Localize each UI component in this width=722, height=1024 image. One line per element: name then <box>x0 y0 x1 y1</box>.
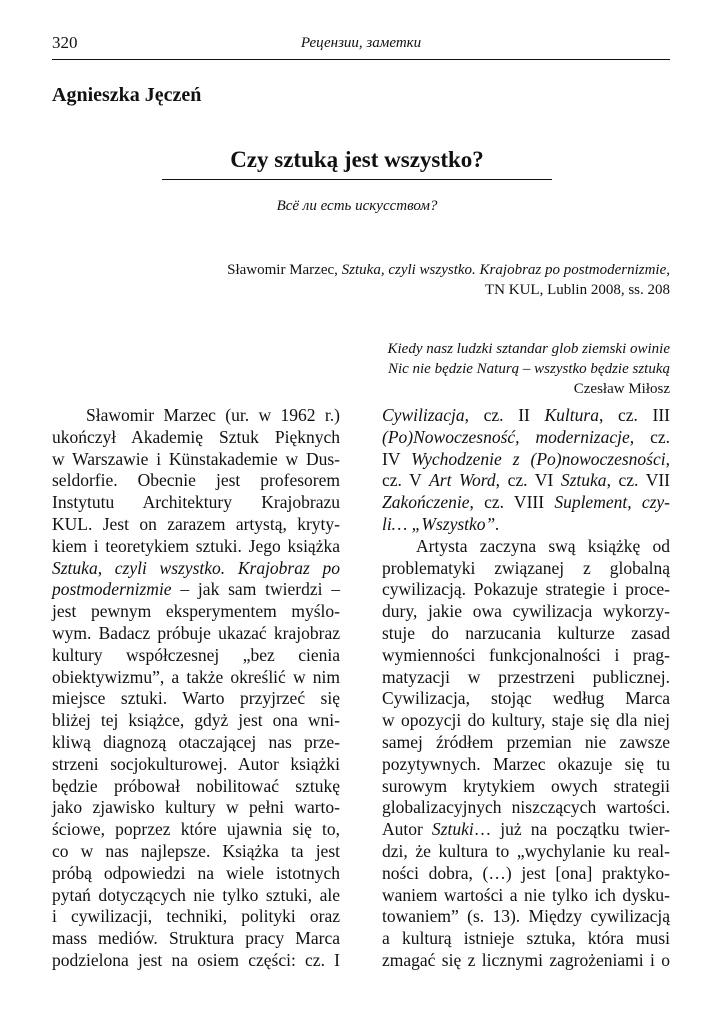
text-line: próbą odpowiedzi na wiele istotnych <box>52 862 340 883</box>
review-subtitle: Всё ли есть искусством? <box>276 198 438 214</box>
text-line: pozytywnych. Marzec okazuje się tu <box>382 753 670 774</box>
text-line <box>382 819 670 841</box>
chapter-title: (Po)Nowoczesność, modernizacje <box>382 426 630 447</box>
text-line: Instytutu Architektury Krajobrazu <box>52 492 340 513</box>
text-line <box>382 449 670 471</box>
text-line: matyzacji w przestrzeni publicznej. <box>382 666 670 687</box>
text-fragment: , cz. <box>629 426 670 447</box>
running-title: Рецензии, заметки <box>300 35 422 51</box>
text-line: kiem i teoretykiem sztuki. Jego książka <box>52 535 340 556</box>
text-fragment: , cz. VII <box>606 470 670 491</box>
running-header <box>52 33 670 60</box>
book-author: Sławomir Marzec, <box>227 262 342 278</box>
text-fragment: , cz. II <box>464 405 545 425</box>
text-line <box>382 427 670 449</box>
text-line: surowym krytykiem owych strategii <box>382 775 670 796</box>
text-line: wymienności funkcjonalności i prag- <box>382 644 670 665</box>
chapter-title: Sztuka <box>560 470 607 491</box>
text-fragment: Autor <box>382 819 432 840</box>
text-fragment: , cz. III <box>598 405 670 425</box>
book-title-inline: postmodernizmie <box>52 579 172 600</box>
epigraph-verse-2: Nic nie będzie Naturą – wszystko będzie sztuką <box>387 361 670 377</box>
text-fragment: , cz. VI <box>495 470 561 491</box>
review-title: Czy sztuką jest wszystko? <box>162 147 552 180</box>
text-fragment: , cz. VIII <box>469 492 555 513</box>
text-line: zmagać się z licznymi zagrożeniami i o <box>382 949 670 970</box>
book-title-inline: Sztuka, czyli wszystko. Krajobraz po <box>52 557 340 578</box>
epigraph-attribution: Czesław Miłosz <box>573 381 670 397</box>
text-line: waniem wartości a nie tylko ich dysku- <box>382 884 670 905</box>
text-line <box>382 492 670 514</box>
text-line: seldorfie. Obecnie jest profesorem <box>52 470 340 491</box>
book-reference <box>110 260 670 300</box>
text-line: w Warszawie i Künstakademie w Dus- <box>52 448 340 469</box>
text-line: Cywilizacja, stojąc według Marca <box>382 688 670 709</box>
text-line: stuje do narzucania kulturze zasad <box>382 622 670 643</box>
chapter-title: Wychodzenie z (Po)nowoczesności, <box>411 448 670 469</box>
text-line: kliwą diagnozą otaczającej nas prze- <box>52 731 340 752</box>
chapter-title: Art Word <box>429 470 496 491</box>
review-author: Agnieszka Jęczeń <box>52 84 202 106</box>
text-line <box>382 514 670 536</box>
text-line: ukończył Akademię Sztuk Pięknych <box>52 426 340 447</box>
text-line: globalizacyjnych niszczących wartości. <box>382 797 670 818</box>
page-number: 320 <box>52 33 78 52</box>
text-fragment: IV <box>382 448 412 469</box>
book-publisher: TN KUL, Lublin 2008, ss. 208 <box>485 282 670 298</box>
text-line: KUL. Jest on zarazem artystą, kryty- <box>52 513 340 534</box>
text-fragment: … już na początku twier- <box>473 819 671 840</box>
text-line: cywilizacją. Pokazuje strategie i proce- <box>382 579 670 600</box>
book-reference-comma: , <box>666 262 670 278</box>
text-line: w opozycji do kultury, staje się dla niej <box>382 710 670 731</box>
chapter-title: Cywilizacja <box>382 405 465 425</box>
chapter-title: Suplement, czy- <box>554 492 670 513</box>
epigraph <box>110 339 670 399</box>
text-line <box>52 579 340 601</box>
text-line: ściowe, poprzez które ujawnia się to, <box>52 819 340 840</box>
chapter-title: li… „Wszystko”. <box>382 513 500 534</box>
left-column <box>52 405 340 972</box>
text-line <box>382 470 670 492</box>
text-line: dzi, że kultura to „wychylanie ku real- <box>382 840 670 861</box>
text-line: bliżej tej książce, gdyż jest ona wni- <box>52 710 340 731</box>
book-title: Sztuka, czyli wszystko. Krajobraz po postmodernizmie <box>341 262 667 278</box>
text-line: strzeni socjokulturowej. Autor książki <box>52 753 340 774</box>
text-line: samej źródłem przemian nie zawsze <box>382 731 670 752</box>
chapter-title: Zakończenie <box>382 492 470 513</box>
text-line: dury, jakie owa cywilizacja wykorzy- <box>382 601 670 622</box>
epigraph-verse-1: Kiedy nasz ludzki sztandar glob ziemski owinie <box>387 341 670 357</box>
text-line: i cywilizacji, techniki, polityki oraz <box>52 906 340 927</box>
text-line: a kulturą istnieje sztuka, która musi <box>382 928 670 949</box>
text-line: wym. Badacz próbuje ukazać krajobraz <box>52 622 340 643</box>
text-line: Artysta zaczyna swą książkę od <box>416 535 670 556</box>
right-column <box>382 405 670 972</box>
text-line: towaniem” (s. 13). Między cywilizacją <box>382 906 670 927</box>
text-line: co w nas najlepsze. Książka ta jest <box>52 840 340 861</box>
text-line: Sławomir Marzec (ur. w 1962 r.) <box>86 405 340 425</box>
book-reference-line-1 <box>110 260 670 280</box>
text-line: kultury współczesnej „bez cienia <box>52 644 340 665</box>
book-title-inline: Sztuki <box>431 819 474 840</box>
text-line: mass mediów. Struktura pracy Marca <box>52 928 340 949</box>
text-line: podzielona jest na osiem części: cz. I <box>52 949 340 970</box>
text-line: pytań dotyczących nie tylko sztuki, ale <box>52 884 340 905</box>
chapter-title: Kultura <box>544 405 599 425</box>
text-line: problematyki związanej z globalną <box>382 557 670 578</box>
text-line <box>382 405 670 427</box>
text-fragment: cz. V <box>382 470 430 491</box>
text-fragment: – jak sam twierdzi – <box>171 579 340 600</box>
text-line: będzie próbował nobilitować sztukę <box>52 775 340 796</box>
text-line: jest pewnym eksperymentem myślo- <box>52 601 340 622</box>
text-line: jako zjawisko kultury w pełni warto- <box>52 797 340 818</box>
text-line: obiektywizmu”, a także określić w nim <box>52 666 340 687</box>
text-line <box>52 558 340 580</box>
text-line: miejsce sztuki. Warto przyjrzeć się <box>52 688 340 709</box>
text-line: ności dobra, (…) jest [ona] praktyko- <box>382 862 670 883</box>
